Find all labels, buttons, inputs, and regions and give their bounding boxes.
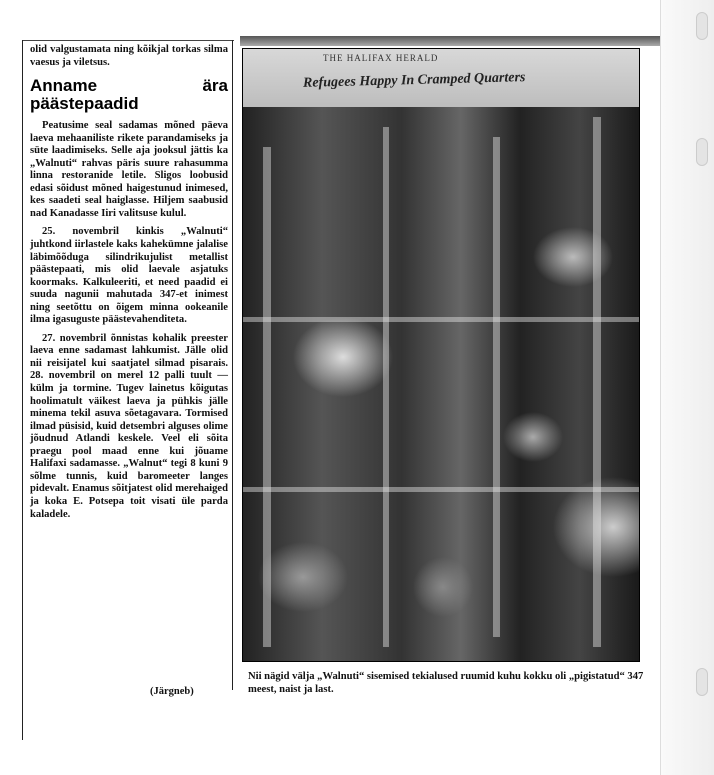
photo-header-strip [243, 49, 639, 107]
page-margin [660, 0, 714, 775]
bunk-post [493, 137, 500, 637]
article-paragraph: 25. novembril kinkis „Walnuti“ juhtkond iirlastele kaks kahekümne jalalise läbimõõduga silindrikujulist metallist päästepaati, mis olid laevale asjatuks koormaks. Kalkuleeriti, et need paadid ei suuda nagunii mahutada 347-et inimest ning seetõttu on õigem minna ookeanile ilma igasuguste päästevahenditeta. [30, 226, 228, 326]
photo-image [243, 107, 639, 661]
article-column [30, 44, 228, 527]
article-paragraph: 27. novembril õnnistas kohalik preester laeva enne sadamast lahkumist. Jälle olid nii reisijatel kui saatjatel silmad pisarais. 28. novembril on merel 12 palli tuult — külm ja tormine. Tugev lainetus kõigutas hoolimatult väikest laeva ja pühkis jälle minema tekil asuva sõetagavara. Tormised ilmad püsisid, kuid detsembri alguses olime jõudnud Atlandi keskele. Veel eli sõita praegu pool maad enne kui jõuame Halifaxi sadamasse. „Walnut“ tegi 8 kuni 9 sõlme tunnis, kuid baromeeter langes pidevalt. Enamus sõitjatest olid merehaiged ja koka E. Potsepa toit visati üle parda kaladele. [30, 332, 228, 520]
bunk-rail [243, 317, 639, 322]
bunk-post [263, 147, 271, 647]
photo-top-shadow [240, 36, 660, 46]
right-column-rule [232, 40, 233, 690]
article-intro: olid valgustamata ning kõikjal torkas silma vaesus ja viletsus. [30, 44, 228, 68]
bunk-post [383, 127, 389, 647]
bunk-post [593, 117, 601, 647]
continued-note: (Järgneb) [150, 686, 194, 697]
binder-hole [696, 138, 708, 166]
newspaper-photo [242, 48, 640, 662]
article-headline: Anname ära päästepaadid [30, 76, 228, 114]
bunk-rail [243, 487, 639, 492]
left-column-rule [22, 40, 23, 740]
binder-hole [696, 12, 708, 40]
article-paragraph: Peatusime seal sadamas mõned päeva laeva mehaaniliste rikete parandamiseks ja süte laadimiseks. Selle aja jooksul jättis ka „Walnuti“ rahvas päris suure rahasumma linna restoranide letile. Sligos loobusid edasi sõidust mõned haigestunud inimesed, kes saadeti seal haiglasse. Hiljem saabusid nad Kanadasse Iiri valitsuse kulul. [30, 120, 228, 219]
binder-hole [696, 668, 708, 696]
page-edge-line [660, 0, 661, 775]
photo-headline: Refugees Happy In Cramped Quarters [302, 70, 526, 91]
top-rule [22, 40, 234, 41]
photo-caption: Nii nägid välja „Walnuti“ sisemised tekialused ruumid kuhu kokku oli „pigistatud“ 347 meest, naist ja last. [248, 671, 644, 695]
photo-masthead: THE HALIFAX HERALD [323, 53, 439, 63]
